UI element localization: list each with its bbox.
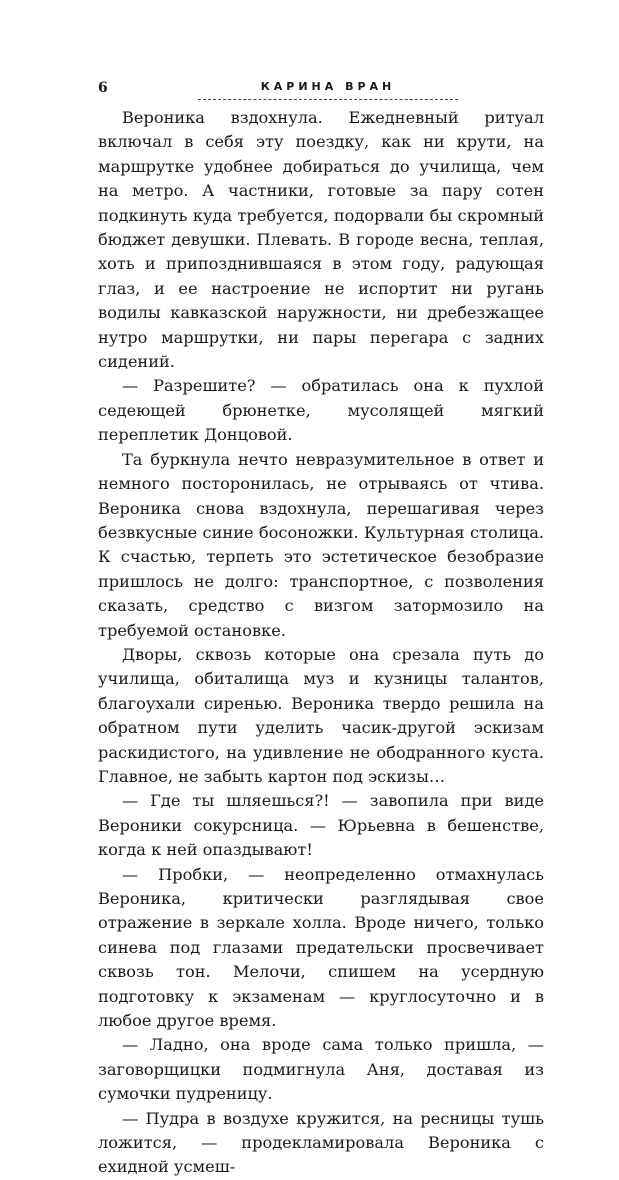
paragraph: — Пробки, — неопределенно отмахнулась Вероника, критически разглядывая свое отражение в зеркале холла. Вроде ничего, только синева под глазами предательски просвечивает сквозь тон. Мелочи, спишем на усердную подготовку к экзаменам — круглосуточно и в любое другое время. [98,864,544,1031]
body-text [98,106,544,1180]
paragraph: Та буркнула нечто невразумительное в ответ и немного посторонилась, не отрываясь от чтива. Вероника снова вздохнула, перешагивая через безвкусные синие босоножки. Культурная столица. К счастью, терпеть это эстетическое безобразие пришлось не долго: транспортное, с позволения сказать, средство с визгом затормозило на требуемой остановке. [98,449,544,640]
running-head-author: КАРИНА ВРАН [260,80,396,93]
page-number: 6 [98,80,108,96]
header-dashed-rule [198,99,458,100]
paragraph: — Разрешите? — обратилась она к пухлой седеющей брюнетке, мусолящей мягкий переплетик Донцовой. [98,376,544,445]
paragraph: — Где ты шляешься?! — завопила при виде Вероники сокурсница. — Юрьевна в бешенстве, когда к ней опаздывают! [98,791,544,860]
paragraph: — Пудра в воздухе кружится, на ресницы тушь ложится, — продекламировала Вероника с ехидной усмеш- [98,1108,544,1177]
paragraph: Дворы, сквозь которые она срезала путь до училища, обиталища муз и кузницы талантов, благоухали сиренью. Вероника твердо решила на обратном пути уделить часик-другой эскизам раскидистого, на удивление не ободранного куста. Главное, не забыть картон под эскизы… [98,644,544,786]
paragraph: Вероника вздохнула. Ежедневный ритуал включал в себя эту поездку, как ни крути, на маршрутке удобнее добираться до училища, чем на метро. А частники, готовые за пару сотен подкинуть куда требуется, подорвали бы скромный бюджет девушки. Плевать. В городе весна, теплая, хоть и припозднившаяся в этом году, радующая глаз, и ее настроение не испортит ни ругань водилы кавказской наружности, ни дребезжащее нутро маршрутки, ни пары перегара с задних сидений. [98,108,544,372]
paragraph: — Ладно, она вроде сама только пришла, — заговорщицки подмигнула Аня, доставая из сумочки пудреницу. [98,1035,544,1104]
